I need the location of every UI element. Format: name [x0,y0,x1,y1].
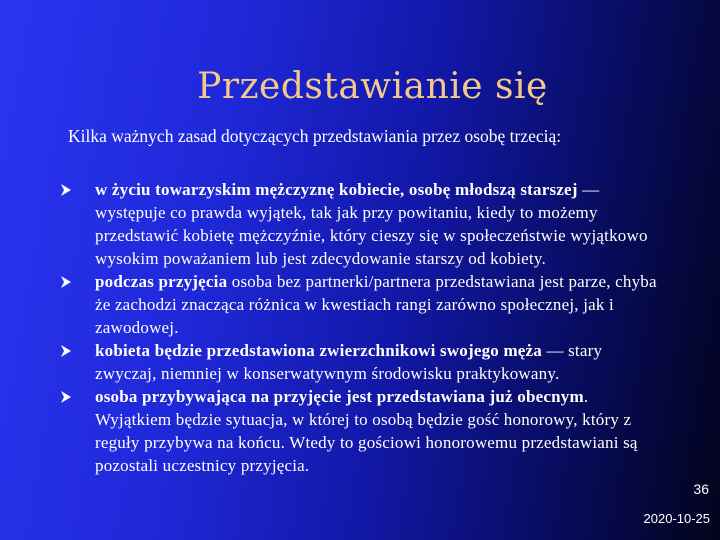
bullet-item [60,339,660,385]
bullet-text: osoba bez partnerki/partnera przedstawiana jest parze, chyba że zachodzi znacząca różnica w kwestiach rangi zarówno społecznej, jak i zawodowej. [95,272,657,337]
bullet-bold-text: osoba przybywająca na przyjęcie jest przedstawiana już obecnym [95,387,584,406]
arrowhead-bullet-icon [60,339,74,362]
arrowhead-bullet-icon [60,385,74,408]
bullet-bold-text: kobieta będzie przedstawiona zwierzchnikowi swojego męża [95,341,542,360]
bullet-bold-text: podczas przyjęcia [95,272,228,291]
bullet-list [60,178,660,477]
bullet-text: — stary zwyczaj, niemniej w konserwatywnym środowisku praktykowany. [95,341,603,383]
slide-intro: Kilka ważnych zasad dotyczących przedstawiania przez osobę trzecią: [68,126,562,146]
bullet-text: . Wyjątkiem będzie sytuacja, w której to osobą będzie gość honorowy, który z reguły przybywa na końcu. Wtedy to gościowi honorowemu przedstawiani są pozostali uczestnicy przyjęcia. [95,387,638,475]
bullet-item [60,385,660,477]
bullet-item [60,270,660,339]
bullet-bold-text: w życiu towarzyskim mężczyznę kobiecie, osobę młodszą starszej [95,180,578,199]
bullet-text: — występuje co prawda wyjątek, tak jak przy powitaniu, kiedy to możemy przedstawić kobietę mężczyźnie, który cieszy się w społeczeństwie wyjątkowo wysokim poważaniem lub jest zdecydowanie starszy od kobiety. [95,180,648,268]
slide-title: Przedstawianie się [197,66,548,107]
slide-date: 2020-10-25 [643,511,710,526]
bullet-item [60,178,660,270]
arrowhead-bullet-icon [60,178,74,201]
arrowhead-bullet-icon [60,270,74,293]
page-number: 36 [693,481,709,497]
